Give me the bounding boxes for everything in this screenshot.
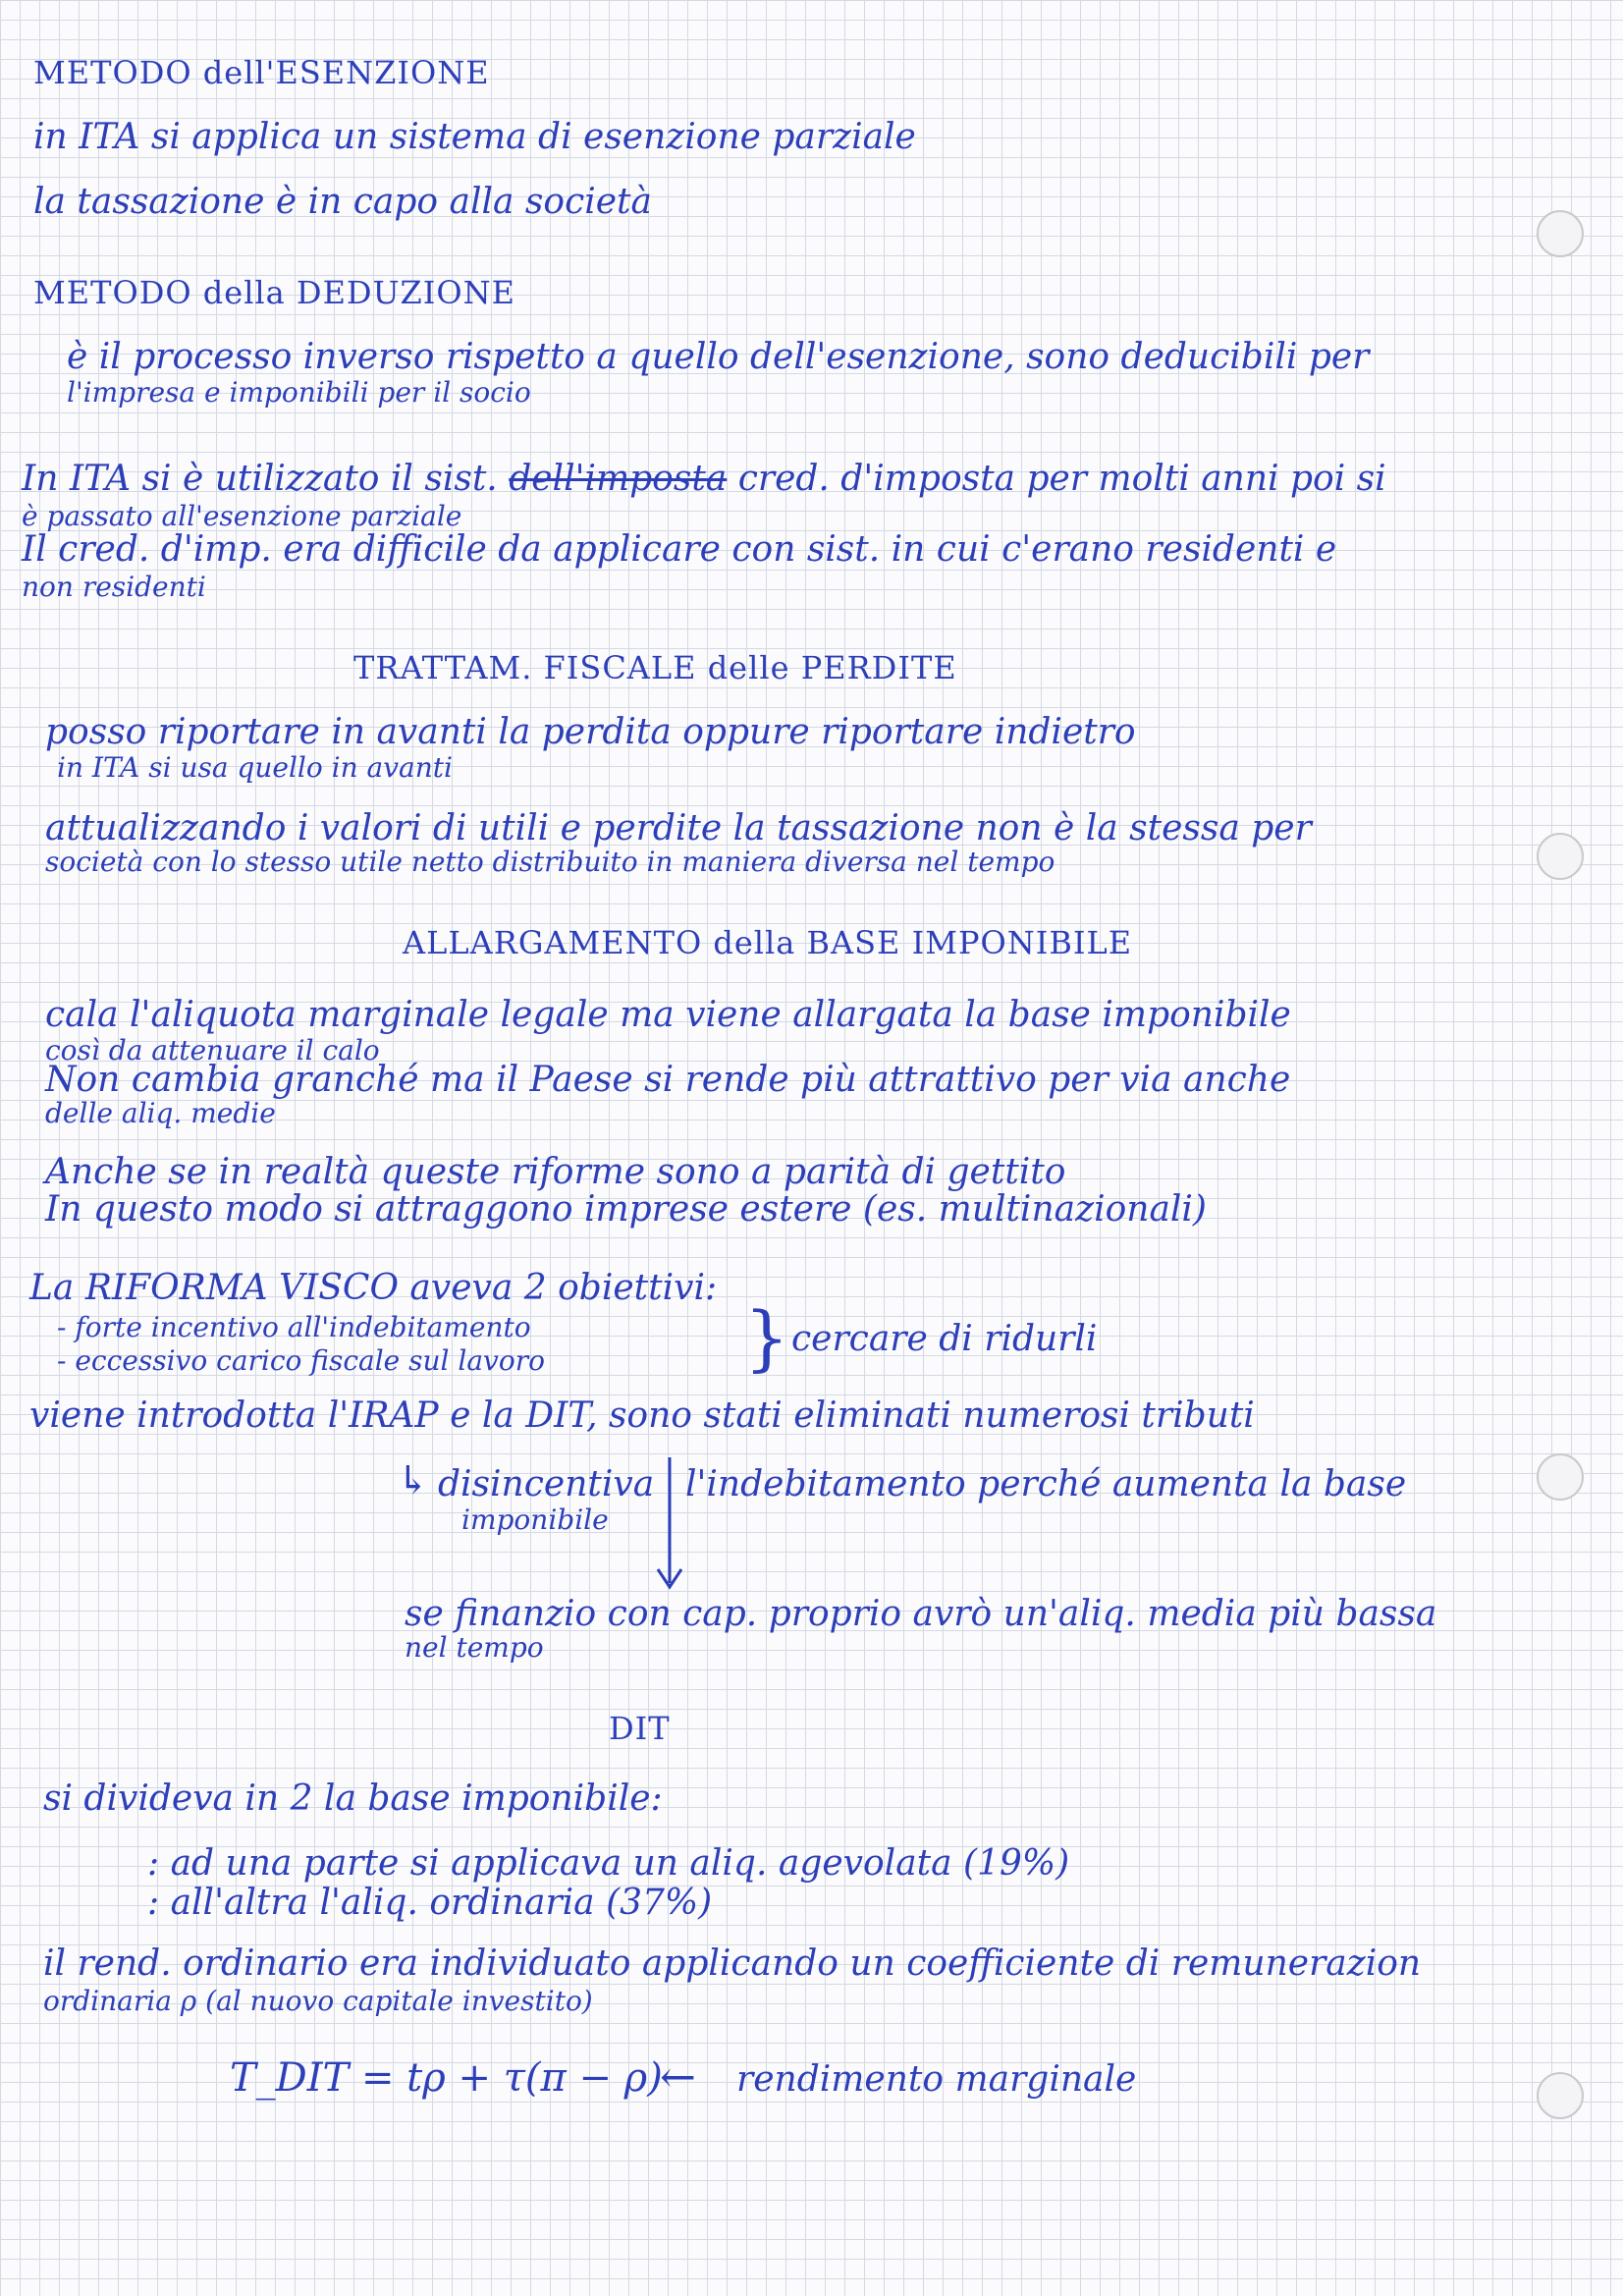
note-line: Anche se in realtà queste riforme sono a parità di gettito — [45, 1152, 1066, 1192]
note-line: Non cambia granché ma il Paese si rende più attrattivo per via anche — [45, 1060, 1291, 1100]
list-item: - forte incentivo all'indebitamento — [57, 1311, 531, 1343]
note-line: la tassazione è in capo alla società — [33, 182, 652, 222]
note-line: se finanzio con cap. proprio avrò un'aliq. media più bassa — [405, 1594, 1437, 1634]
note-line: società con lo stesso utile netto distribuito in maniera diversa nel tempo — [45, 846, 1055, 878]
formula: T_DIT = tρ + τ(π − ρ) — [230, 2055, 663, 2101]
section-title-esenzione: METODO dell'ESENZIONE — [33, 54, 490, 91]
note-text: cred. d'imposta per molti anni poi si — [727, 459, 1386, 499]
arrow-icon: ← — [660, 2052, 696, 2103]
list-item: : ad una parte si applicava un aliq. agevolata (19%) — [147, 1843, 1070, 1884]
note-line: delle aliq. medie — [45, 1097, 276, 1129]
note-line: in ITA si applica un sistema di esenzione parziale — [33, 117, 916, 157]
note-line: attualizzando i valori di utili e perdite la tassazione non è la stessa per — [45, 808, 1312, 848]
struck-text: dell'imposta — [509, 459, 728, 499]
note-line: imponibile — [461, 1503, 609, 1536]
note-line: non residenti — [22, 571, 206, 603]
note-line: Il cred. d'imp. era difficile da applicare con sist. in cui c'erano residenti e — [22, 529, 1337, 570]
note-line: rendimento marginale — [736, 2059, 1137, 2100]
note-line: ordinaria ρ (al nuovo capitale investito) — [43, 1985, 593, 2017]
note-line: l'impresa e imponibili per il socio — [67, 376, 531, 409]
section-title-base-imponibile: ALLARGAMENTO della BASE IMPONIBILE — [403, 924, 1133, 961]
note-line: il rend. ordinario era individuato applicando un coefficiente di remunerazion — [43, 1943, 1422, 1984]
section-title-deduzione: METODO della DEDUZIONE — [33, 274, 516, 311]
note-line: l'indebitamento perché aumenta la base — [685, 1464, 1407, 1504]
note-line: cercare di ridurli — [791, 1319, 1098, 1359]
note-line: cala l'aliquota marginale legale ma viene allargata la base imponibile — [45, 995, 1291, 1035]
note-text: In ITA si è utilizzato il sist. — [22, 459, 510, 499]
note-line: La RIFORMA VISCO aveva 2 obiettivi: — [29, 1268, 718, 1308]
brace: } — [744, 1296, 789, 1379]
note-line: così da attenuare il calo — [45, 1034, 380, 1066]
note-line: si divideva in 2 la base imponibile: — [43, 1778, 663, 1819]
note-line: è il processo inverso rispetto a quello dell'esenzione, sono deducibili per — [67, 337, 1370, 377]
note-line: posso riportare in avanti la perdita oppure riportare indietro — [45, 712, 1136, 752]
arrow-icon: ↳ — [397, 1458, 430, 1503]
note-line: In questo modo si attraggono imprese estere (es. multinazionali) — [45, 1189, 1207, 1230]
note-line: disincentiva — [438, 1464, 655, 1504]
note-line: nel tempo — [405, 1631, 544, 1664]
section-title-dit: DIT — [609, 1710, 671, 1747]
note-line: è passato all'esenzione parziale — [22, 500, 462, 532]
note-line: in ITA si usa quello in avanti — [57, 751, 453, 784]
list-item: : all'altra l'aliq. ordinaria (37%) — [147, 1883, 713, 1923]
note-line: viene introdotta l'IRAP e la DIT, sono stati eliminati numerosi tributi — [29, 1395, 1255, 1436]
section-title-perdite: TRATTAM. FISCALE delle PERDITE — [353, 649, 957, 686]
list-item: - eccessivo carico fiscale sul lavoro — [57, 1344, 545, 1377]
